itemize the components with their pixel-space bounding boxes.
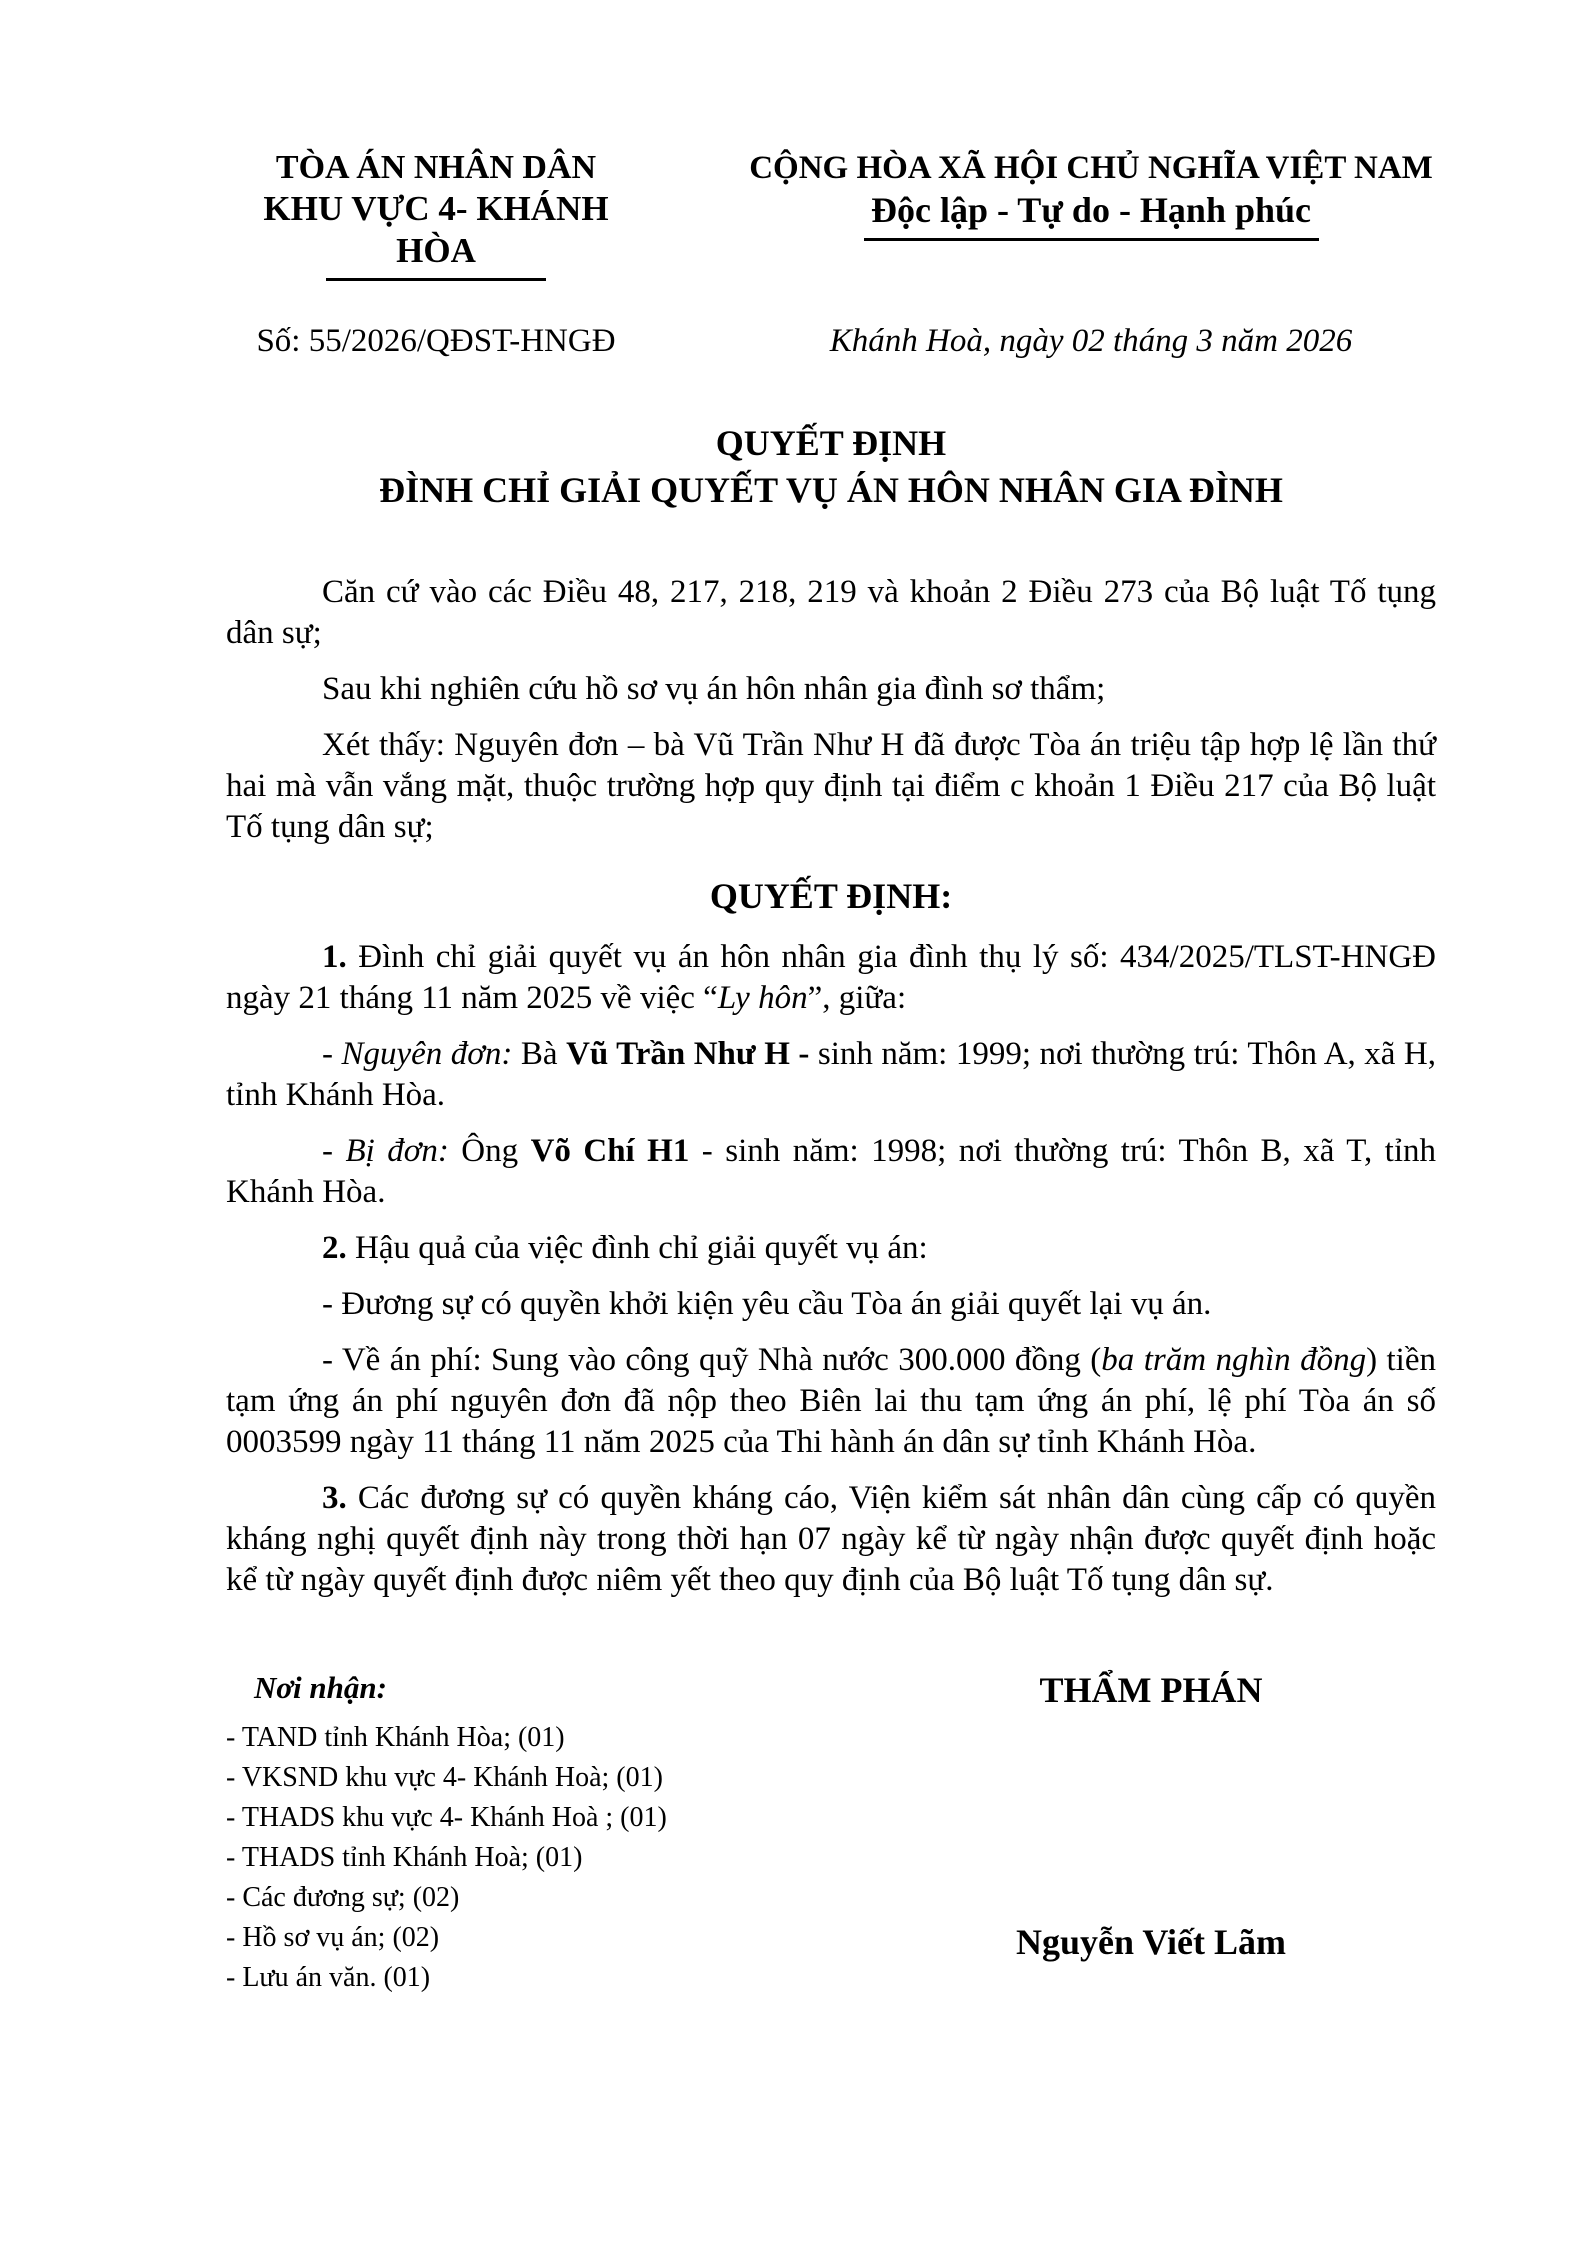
document-number: Số: 55/2026/QĐST-HNGĐ <box>256 323 616 359</box>
item-1-text-a: Đình chỉ giải quyết vụ án hôn nhân gia đình thụ lý số: 434/2025/TLST-HNGĐ ngày 21 tháng 11 năm 2025 về việc “ <box>226 939 1436 1016</box>
defendant-role: Bị đơn: <box>345 1133 449 1169</box>
court-name-line1: TÒA ÁN NHÂN DÂN <box>275 149 597 186</box>
court-underline <box>326 278 546 281</box>
defendant-pre: Ông <box>448 1133 531 1169</box>
motto-underline <box>864 238 1319 241</box>
fee-text-a: - Về án phí: Sung vào công quỹ Nhà nước 300.000 đồng ( <box>322 1342 1102 1378</box>
document-title <box>226 420 1436 514</box>
judge-name: Nguyễn Viết Lãm <box>1016 1922 1286 1962</box>
recipient-item: - VKSND khu vực 4- Khánh Hoà; (01) <box>226 1762 663 1793</box>
recipient-item: - THADS khu vực 4- Khánh Hoà ; (01) <box>226 1802 667 1833</box>
preamble-paragraph-2: Sau khi nghiên cứu hồ sơ vụ án hôn nhân gia đình sơ thẩm; <box>322 671 1106 707</box>
plaintiff-paragraph <box>226 1034 1436 1116</box>
amount-in-words: ba trăm nghìn đồng <box>1101 1342 1367 1378</box>
recipient-item: - Lưu án văn. (01) <box>226 1962 431 1993</box>
decision-item-2b <box>226 1340 1436 1463</box>
item-1-number: 1. <box>322 939 347 975</box>
decision-item-2a: - Đương sự có quyền khởi kiện yêu cầu Tòa án giải quyết lại vụ án. <box>322 1286 1212 1322</box>
defendant-paragraph <box>226 1131 1436 1213</box>
plaintiff-role: Nguyên đơn: <box>341 1036 513 1072</box>
defendant-name: Võ Chí H1 <box>530 1133 690 1169</box>
recipient-item: - Các đương sự; (02) <box>226 1882 460 1913</box>
national-motto-block <box>746 148 1436 241</box>
document-footer <box>226 1667 1436 1998</box>
judge-title: THẨM PHÁN <box>1039 1670 1263 1710</box>
fee-text-b: ) tiền tạm ứng án phí nguyên đơn đã nộp theo Biên lai thu tạm ứng án phí, lệ phí Tòa án số 0003599 ngày 11 tháng 11 năm 2025 của Thi hành án dân sự tỉnh Khánh Hòa. <box>226 1342 1436 1460</box>
place-and-date: Khánh Hoà, ngày 02 tháng 3 năm 2026 <box>829 323 1353 359</box>
decision-item-2 <box>226 1228 1436 1269</box>
recipient-item: - THADS tỉnh Khánh Hoà; (01) <box>226 1842 583 1873</box>
item-3-number: 3. <box>322 1480 347 1516</box>
title-line2: ĐÌNH CHỈ GIẢI QUYẾT VỤ ÁN HÔN NHÂN GIA ĐÌNH <box>379 470 1283 510</box>
plaintiff-pre: Bà <box>512 1036 567 1072</box>
decision-item-1 <box>226 937 1436 1019</box>
decision-item-3 <box>226 1478 1436 1601</box>
item-1-text-b: ”, giữa: <box>807 980 907 1016</box>
issuing-court-block <box>226 148 646 281</box>
number-date-row <box>226 321 1436 362</box>
preamble-paragraph-3: Xét thấy: Nguyên đơn – bà Vũ Trần Như H đã được Tòa án triệu tập hợp lệ lần thứ hai mà vẫn vắng mặt, thuộc trường hợp quy định tại điểm c khoản 1 Điều 217 của Bộ luật Tố tụng dân sự; <box>226 727 1436 845</box>
defendant-details: - sinh năm: 1998; nơi thường trú: Thôn B, xã T, tỉnh Khánh Hòa. <box>226 1133 1437 1210</box>
recipient-item: - TAND tỉnh Khánh Hòa; (01) <box>226 1722 565 1753</box>
decision-heading: QUYẾT ĐỊNH: <box>709 876 953 916</box>
case-type: Ly hôn <box>717 980 808 1016</box>
national-title: CỘNG HÒA XÃ HỘI CHỦ NGHĨA VIỆT NAM <box>749 150 1433 186</box>
recipients-label: Nơi nhận: <box>254 1670 387 1705</box>
signature-block <box>866 1667 1436 1998</box>
defendant-dash: - <box>322 1133 346 1169</box>
plaintiff-name: Vũ Trần Như H - <box>566 1036 810 1072</box>
title-line1: QUYẾT ĐỊNH <box>715 423 947 463</box>
preamble-paragraph-1: Căn cứ vào các Điều 48, 217, 218, 219 và khoản 2 Điều 273 của Bộ luật Tố tụng dân sự; <box>226 574 1436 651</box>
national-motto: Độc lập - Tự do - Hạnh phúc <box>870 190 1312 230</box>
recipient-item: - Hồ sơ vụ án; (02) <box>226 1922 440 1953</box>
plaintiff-details: sinh năm: 1999; nơi thường trú: Thôn A, xã H, tỉnh Khánh Hòa. <box>226 1036 1436 1113</box>
recipients-block <box>226 1667 866 1998</box>
item-3-text: Các đương sự có quyền kháng cáo, Viện kiểm sát nhân dân cùng cấp có quyền kháng nghị quyết định này trong thời hạn 07 ngày kể từ ngày nhận được quyết định hoặc kể từ ngày quyết định được niêm yết theo quy định của Bộ luật Tố tụng dân sự. <box>226 1480 1436 1598</box>
document-body <box>226 572 1436 1601</box>
item-2-number: 2. <box>322 1230 347 1266</box>
plaintiff-dash: - <box>322 1036 342 1072</box>
document-header <box>226 148 1436 281</box>
court-name-line2: KHU VỰC 4- KHÁNH HÒA <box>263 189 609 270</box>
item-2-text: Hậu quả của việc đình chỉ giải quyết vụ án: <box>346 1230 928 1266</box>
